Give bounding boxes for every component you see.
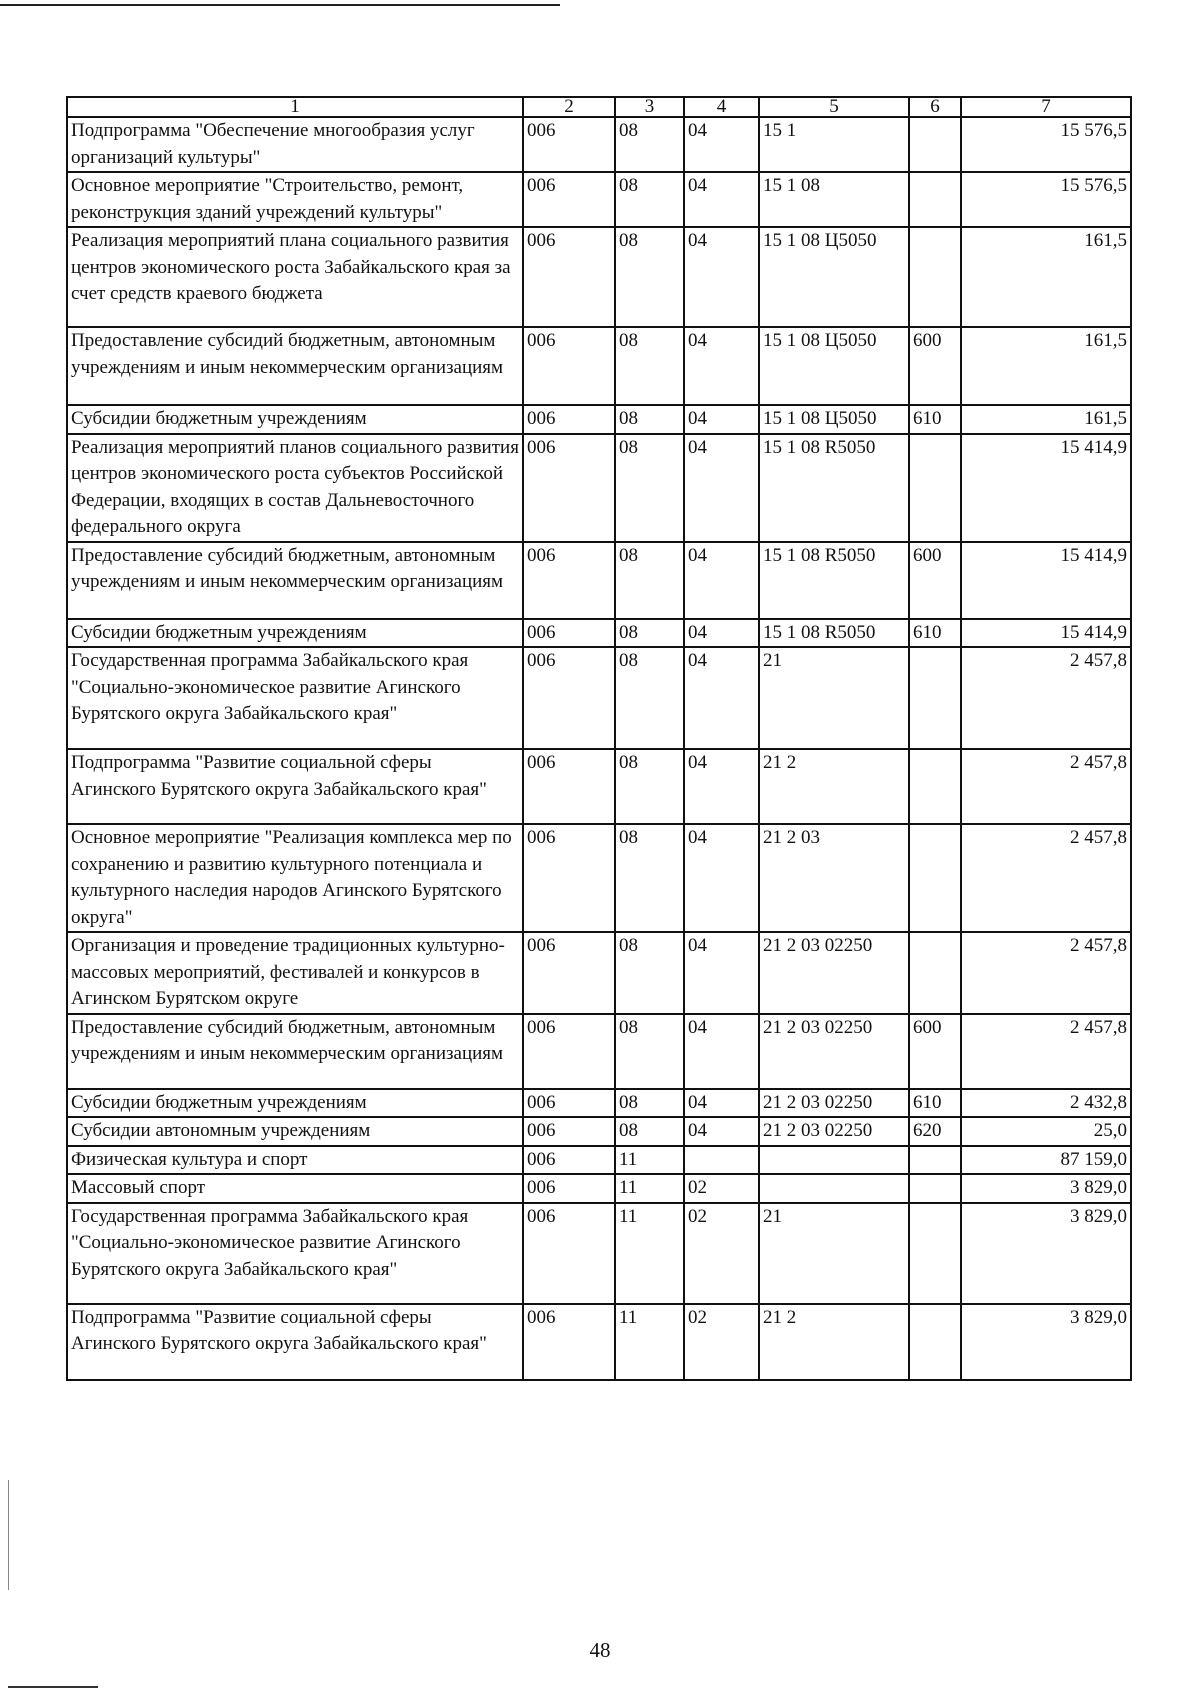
scan-margin-mark	[8, 1480, 9, 1590]
row-grbs-code: 006	[523, 117, 615, 172]
row-section-code: 08	[615, 172, 684, 227]
col-header-3: 3	[615, 97, 684, 117]
row-expense-type	[909, 172, 961, 227]
row-amount: 3 829,0	[961, 1203, 1131, 1304]
row-target-article: 21 2 03 02250	[759, 1117, 909, 1146]
row-expense-type	[909, 434, 961, 542]
row-grbs-code: 006	[523, 1304, 615, 1380]
table-row	[67, 327, 1131, 405]
row-amount: 3 829,0	[961, 1174, 1131, 1203]
row-target-article: 21 2 03 02250	[759, 1014, 909, 1089]
row-grbs-code: 006	[523, 1117, 615, 1146]
row-section-code: 08	[615, 1089, 684, 1118]
row-section-code: 11	[615, 1174, 684, 1203]
table-row	[67, 1174, 1131, 1203]
table-row	[67, 117, 1131, 172]
row-amount: 15 414,9	[961, 542, 1131, 619]
row-section-code: 08	[615, 542, 684, 619]
row-grbs-code: 006	[523, 749, 615, 824]
row-target-article: 21	[759, 647, 909, 749]
row-grbs-code: 006	[523, 172, 615, 227]
row-grbs-code: 006	[523, 327, 615, 405]
row-name: Реализация мероприятий плана социального развития центров экономического роста Забайкальского края за счет средств краевого бюджета	[67, 227, 523, 327]
row-amount: 161,5	[961, 327, 1131, 405]
col-header-7: 7	[961, 97, 1131, 117]
row-grbs-code: 006	[523, 1203, 615, 1304]
row-expense-type	[909, 932, 961, 1014]
row-grbs-code: 006	[523, 542, 615, 619]
row-grbs-code: 006	[523, 619, 615, 648]
row-expense-type	[909, 647, 961, 749]
table-row	[67, 405, 1131, 434]
table-row	[67, 227, 1131, 327]
table-row	[67, 749, 1131, 824]
row-section-code: 08	[615, 932, 684, 1014]
row-subsection-code: 04	[684, 1089, 759, 1118]
row-name: Подпрограмма "Обеспечение многообразия услуг организаций культуры"	[67, 117, 523, 172]
budget-table	[66, 96, 1132, 1381]
row-section-code: 08	[615, 327, 684, 405]
row-section-code: 08	[615, 117, 684, 172]
row-expense-type: 620	[909, 1117, 961, 1146]
row-expense-type	[909, 1174, 961, 1203]
table-row	[67, 434, 1131, 542]
row-section-code: 11	[615, 1203, 684, 1304]
budget-table-body	[67, 117, 1131, 1380]
table-row	[67, 1117, 1131, 1146]
row-subsection-code: 04	[684, 749, 759, 824]
row-target-article: 21 2 03	[759, 824, 909, 932]
row-amount: 15 414,9	[961, 619, 1131, 648]
row-target-article: 15 1 08 Ц5050	[759, 227, 909, 327]
row-section-code: 11	[615, 1304, 684, 1380]
row-target-article: 21 2 03 02250	[759, 932, 909, 1014]
row-subsection-code: 04	[684, 647, 759, 749]
row-amount: 2 457,8	[961, 749, 1131, 824]
row-section-code: 08	[615, 647, 684, 749]
page-number: 48	[589, 1638, 611, 1662]
row-subsection-code: 04	[684, 434, 759, 542]
row-name: Субсидии бюджетным учреждениям	[67, 619, 523, 648]
row-subsection-code: 04	[684, 619, 759, 648]
table-row	[67, 1304, 1131, 1380]
row-expense-type	[909, 749, 961, 824]
row-grbs-code: 006	[523, 434, 615, 542]
col-header-1: 1	[67, 97, 523, 117]
row-name: Организация и проведение традиционных культурно-массовых мероприятий, фестивалей и конкурсов в Агинском Бурятском округе	[67, 932, 523, 1014]
col-header-6: 6	[909, 97, 961, 117]
row-name: Предоставление субсидий бюджетным, автономным учреждениям и иным некоммерческим организациям	[67, 542, 523, 619]
col-header-4: 4	[684, 97, 759, 117]
table-row	[67, 172, 1131, 227]
table-row	[67, 1203, 1131, 1304]
row-amount: 3 829,0	[961, 1304, 1131, 1380]
table-row	[67, 619, 1131, 648]
row-target-article: 21	[759, 1203, 909, 1304]
row-subsection-code: 04	[684, 542, 759, 619]
row-section-code: 08	[615, 405, 684, 434]
row-subsection-code: 04	[684, 172, 759, 227]
row-name: Подпрограмма "Развитие социальной сферы Агинского Бурятского округа Забайкальского края"	[67, 749, 523, 824]
row-grbs-code: 006	[523, 1146, 615, 1175]
row-grbs-code: 006	[523, 1174, 615, 1203]
row-amount: 2 457,8	[961, 1014, 1131, 1089]
table-row	[67, 824, 1131, 932]
row-expense-type: 600	[909, 1014, 961, 1089]
row-target-article: 15 1 08 R5050	[759, 619, 909, 648]
row-section-code: 08	[615, 1117, 684, 1146]
row-subsection-code: 04	[684, 932, 759, 1014]
row-name: Субсидии бюджетным учреждениям	[67, 405, 523, 434]
row-name: Предоставление субсидий бюджетным, автономным учреждениям и иным некоммерческим организациям	[67, 1014, 523, 1089]
row-target-article: 15 1 08 R5050	[759, 542, 909, 619]
table-row	[67, 647, 1131, 749]
table-row	[67, 932, 1131, 1014]
row-expense-type: 600	[909, 327, 961, 405]
row-target-article	[759, 1146, 909, 1175]
row-expense-type	[909, 1203, 961, 1304]
row-amount: 161,5	[961, 405, 1131, 434]
row-target-article: 21 2	[759, 1304, 909, 1380]
row-amount: 15 576,5	[961, 117, 1131, 172]
row-target-article: 15 1 08 R5050	[759, 434, 909, 542]
row-grbs-code: 006	[523, 1089, 615, 1118]
column-number-header-row	[67, 97, 1131, 117]
table-row	[67, 1089, 1131, 1118]
row-grbs-code: 006	[523, 824, 615, 932]
row-grbs-code: 006	[523, 932, 615, 1014]
row-subsection-code: 04	[684, 327, 759, 405]
row-name: Физическая культура и спорт	[67, 1146, 523, 1175]
row-name: Основное мероприятие "Реализация комплекса мер по сохранению и развитию культурного потенциала и культурного наследия народов Агинского Бурятского округа"	[67, 824, 523, 932]
row-grbs-code: 006	[523, 227, 615, 327]
row-subsection-code: 04	[684, 1117, 759, 1146]
row-subsection-code: 02	[684, 1304, 759, 1380]
scan-edge-line-top	[0, 4, 560, 6]
row-amount: 15 576,5	[961, 172, 1131, 227]
row-target-article: 21 2 03 02250	[759, 1089, 909, 1118]
row-expense-type	[909, 1146, 961, 1175]
table-row	[67, 542, 1131, 619]
row-amount: 25,0	[961, 1117, 1131, 1146]
row-target-article	[759, 1174, 909, 1203]
row-expense-type	[909, 1304, 961, 1380]
row-grbs-code: 006	[523, 405, 615, 434]
row-expense-type: 610	[909, 405, 961, 434]
row-name: Основное мероприятие "Строительство, ремонт, реконструкция зданий учреждений культуры"	[67, 172, 523, 227]
row-section-code: 08	[615, 227, 684, 327]
row-expense-type	[909, 824, 961, 932]
row-amount: 2 457,8	[961, 824, 1131, 932]
row-section-code: 08	[615, 1014, 684, 1089]
row-section-code: 08	[615, 434, 684, 542]
row-expense-type	[909, 227, 961, 327]
row-subsection-code: 04	[684, 405, 759, 434]
row-subsection-code: 02	[684, 1174, 759, 1203]
table-row	[67, 1146, 1131, 1175]
row-amount: 161,5	[961, 227, 1131, 327]
scan-edge-line-bottom	[8, 1686, 98, 1688]
row-name: Субсидии бюджетным учреждениям	[67, 1089, 523, 1118]
row-name: Государственная программа Забайкальского края "Социально-экономическое развитие Агинского Бурятского округа Забайкальского края"	[67, 647, 523, 749]
row-name: Подпрограмма "Развитие социальной сферы Агинского Бурятского округа Забайкальского края"	[67, 1304, 523, 1380]
row-name: Государственная программа Забайкальского края "Социально-экономическое развитие Агинского Бурятского округа Забайкальского края"	[67, 1203, 523, 1304]
row-subsection-code: 04	[684, 824, 759, 932]
col-header-5: 5	[759, 97, 909, 117]
row-name: Субсидии автономным учреждениям	[67, 1117, 523, 1146]
row-name: Массовый спорт	[67, 1174, 523, 1203]
row-section-code: 08	[615, 619, 684, 648]
row-expense-type	[909, 117, 961, 172]
row-target-article: 21 2	[759, 749, 909, 824]
row-expense-type: 610	[909, 1089, 961, 1118]
row-subsection-code: 02	[684, 1203, 759, 1304]
row-expense-type: 610	[909, 619, 961, 648]
row-section-code: 08	[615, 749, 684, 824]
row-section-code: 08	[615, 824, 684, 932]
row-subsection-code	[684, 1146, 759, 1175]
row-target-article: 15 1 08 Ц5050	[759, 405, 909, 434]
row-subsection-code: 04	[684, 117, 759, 172]
row-target-article: 15 1 08	[759, 172, 909, 227]
row-target-article: 15 1	[759, 117, 909, 172]
row-target-article: 15 1 08 Ц5050	[759, 327, 909, 405]
row-amount: 87 159,0	[961, 1146, 1131, 1175]
table-row	[67, 1014, 1131, 1089]
col-header-2: 2	[523, 97, 615, 117]
row-name: Предоставление субсидий бюджетным, автономным учреждениям и иным некоммерческим организациям	[67, 327, 523, 405]
row-section-code: 11	[615, 1146, 684, 1175]
row-subsection-code: 04	[684, 1014, 759, 1089]
row-grbs-code: 006	[523, 1014, 615, 1089]
row-amount: 2 457,8	[961, 932, 1131, 1014]
row-grbs-code: 006	[523, 647, 615, 749]
row-amount: 2 432,8	[961, 1089, 1131, 1118]
row-amount: 2 457,8	[961, 647, 1131, 749]
row-subsection-code: 04	[684, 227, 759, 327]
row-name: Реализация мероприятий планов социального развития центров экономического роста субъектов Российской Федерации, входящих в состав Дальневосточного федерального округа	[67, 434, 523, 542]
row-expense-type: 600	[909, 542, 961, 619]
row-amount: 15 414,9	[961, 434, 1131, 542]
